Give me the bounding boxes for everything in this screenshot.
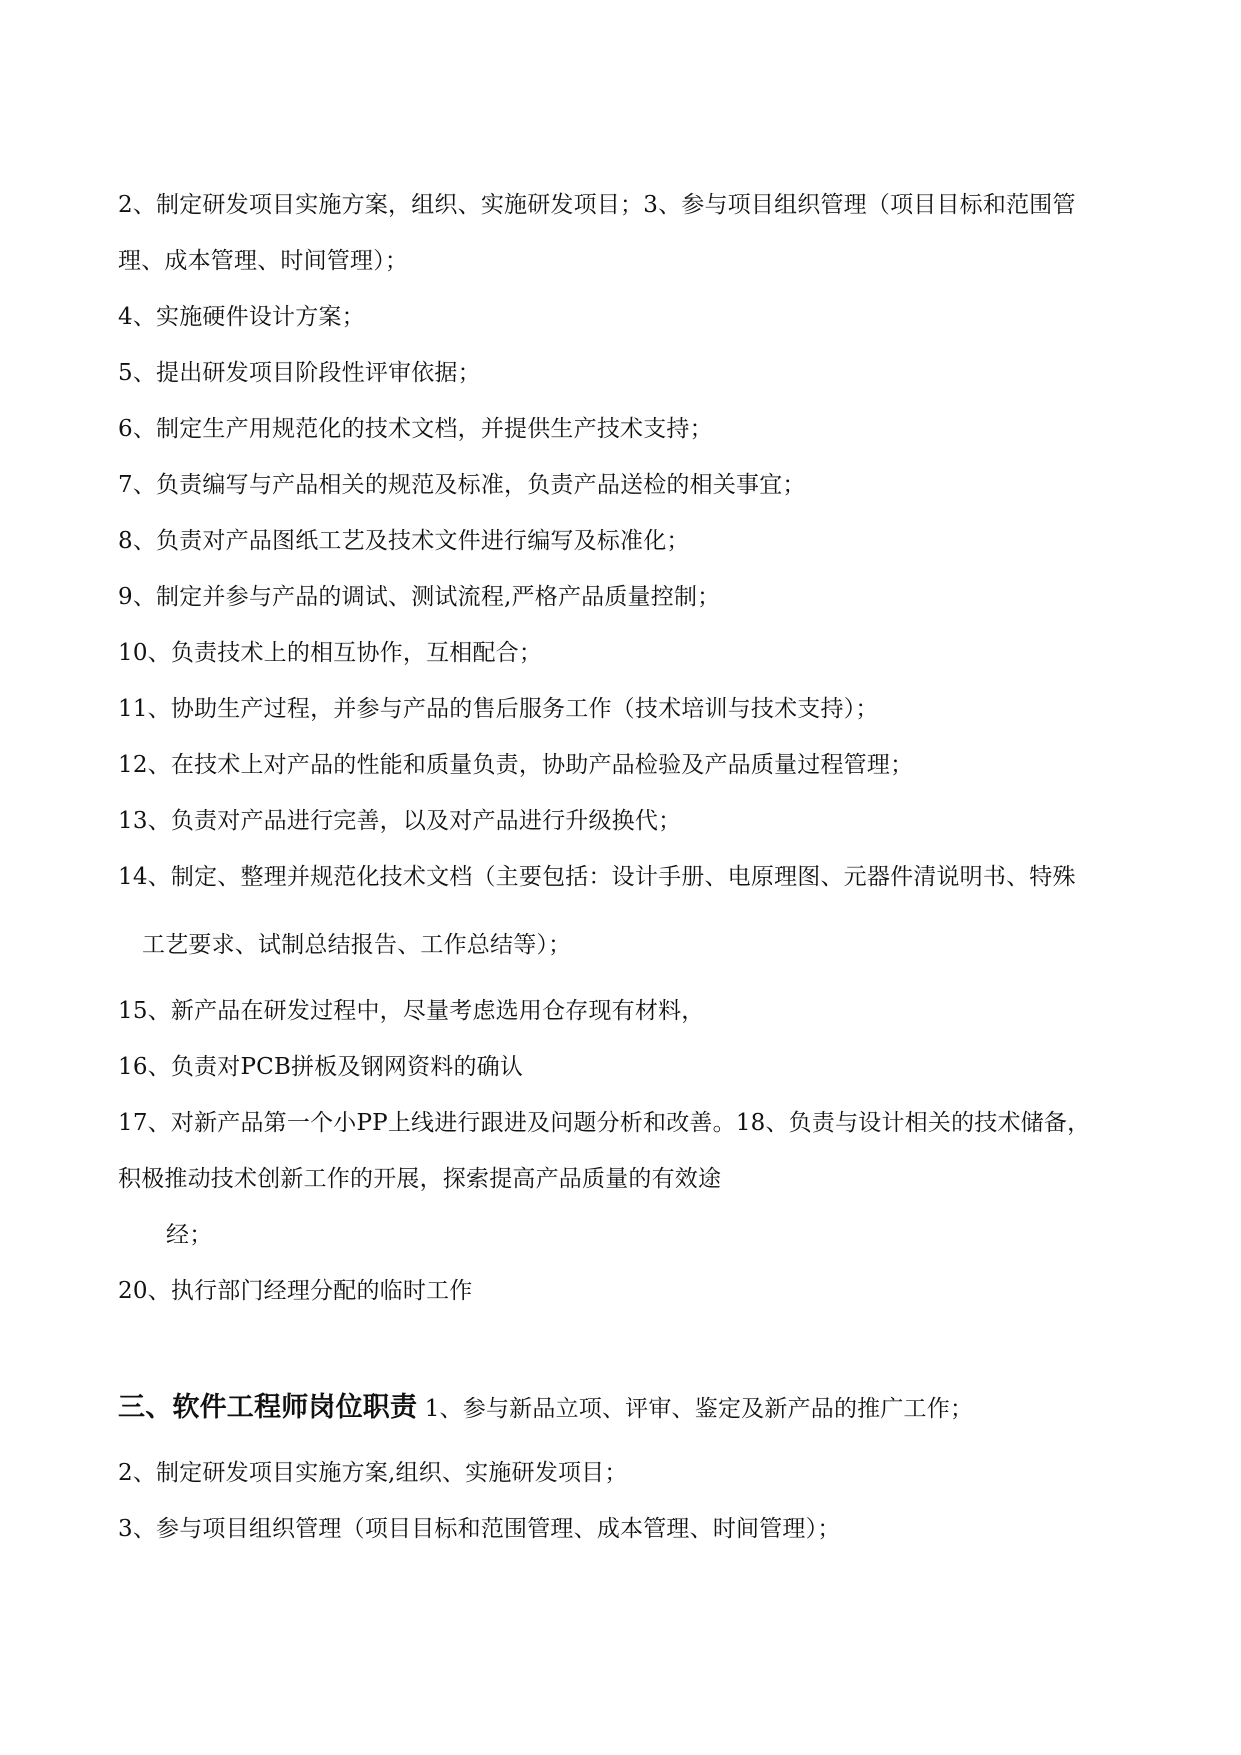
text-line: 3、参与项目组织管理（项目目标和范围管理、成本管理、时间管理）； — [118, 1516, 841, 1542]
section-first-item: 1、参与新品立项、评审、鉴定及新产品的推广工作； — [424, 1396, 974, 1422]
text-line: 14、制定、整理并规范化技术文档（主要包括：设计手册、电原理图、元器件清说明书、特殊 — [118, 864, 1076, 890]
section-heading: 三、软件工程师岗位职责 — [118, 1392, 418, 1423]
text-line: 8、负责对产品图纸工艺及技术文件进行编写及标准化； — [118, 528, 690, 554]
text-line: 7、负责编写与产品相关的规范及标准，负责产品送检的相关事宜； — [118, 472, 806, 498]
text-line: 2、制定研发项目实施方案,组织、实施研发项目； — [118, 1460, 628, 1486]
text-line: 15、新产品在研发过程中，尽量考虑选用仓存现有材料， — [118, 998, 705, 1024]
text-line: 4、实施硬件设计方案； — [118, 304, 365, 330]
text-line: 积极推动技术创新工作的开展，探索提高产品质量的有效途 — [118, 1166, 722, 1192]
text-line: 12、在技术上对产品的性能和质量负责，协助产品检验及产品质量过程管理； — [118, 752, 914, 778]
text-line: 17、对新产品第一个小PP上线进行跟进及问题分析和改善。18、负责与设计相关的技术储备， — [118, 1110, 1091, 1136]
text-line: 5、提出研发项目阶段性评审依据； — [118, 360, 481, 386]
text-line: 6、制定生产用规范化的技术文档，并提供生产技术支持； — [118, 416, 713, 442]
text-line: 10、负责技术上的相互协作，互相配合； — [118, 640, 543, 666]
text-line: 2、制定研发项目实施方案，组织、实施研发项目；3、参与项目组织管理（项目目标和范围管 — [118, 192, 1076, 218]
text-line: 11、协助生产过程，并参与产品的售后服务工作（技术培训与技术支持）； — [118, 696, 879, 722]
text-line: 工艺要求、试制总结报告、工作总结等）； — [142, 932, 572, 958]
section-heading-line — [118, 1393, 973, 1424]
text-line: 9、制定并参与产品的调试、测试流程,严格产品质量控制； — [118, 584, 721, 610]
text-line: 理、成本管理、时间管理）； — [118, 248, 409, 274]
text-line: 20、执行部门经理分配的临时工作 — [118, 1278, 473, 1304]
text-line: 16、负责对PCB拼板及钢网资料的确认 — [118, 1054, 524, 1080]
text-line: 经； — [166, 1222, 213, 1248]
text-line: 13、负责对产品进行完善，以及对产品进行升级换代； — [118, 808, 682, 834]
